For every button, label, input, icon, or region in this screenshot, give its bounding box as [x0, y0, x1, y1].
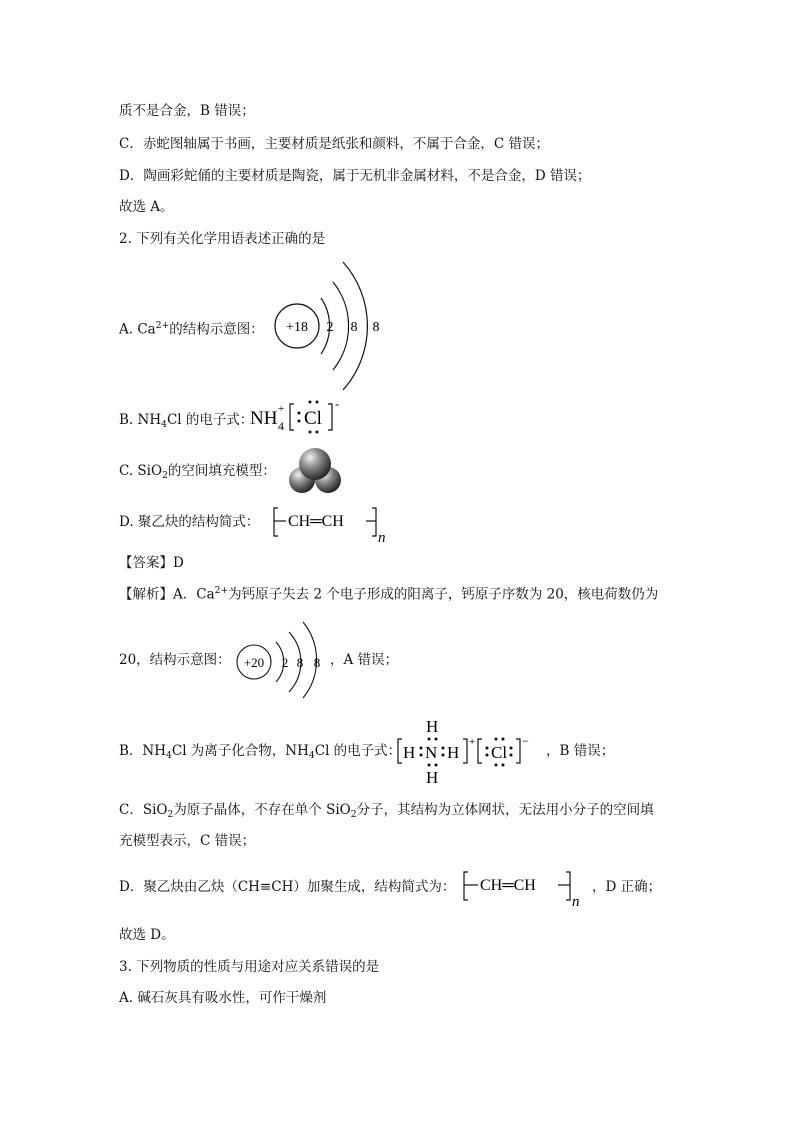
text-line: C．赤蛇图轴属于书画，主要材质是纸张和颜料，不属于合金，C 错误；: [119, 136, 549, 152]
nucleus-charge: +18: [286, 320, 308, 335]
electron-dot: [435, 764, 438, 767]
bracket-right: [463, 739, 467, 763]
nh4cl-correct-electron-formula: [394, 715, 546, 787]
bracket-left: [398, 739, 402, 763]
electron-dot: [486, 754, 489, 757]
explanation-b: B．$NH_4Cl$ 为离子化合物，$NH_4Cl$ 的电子式：: [119, 743, 402, 761]
option-c: C. SiO$_2$的空间填充模型：: [119, 463, 276, 481]
text-line: 故选 D。: [119, 927, 175, 943]
shell-electrons: 8: [350, 320, 358, 335]
electron-dot: [298, 420, 301, 423]
chlorine-symbol: Cl: [491, 743, 508, 762]
repeat-unit: CH═CH: [288, 513, 344, 530]
electron-dot: [309, 431, 312, 434]
option-a: A. $Ca^{2+}$的结构示意图：: [119, 320, 264, 338]
chloride-charge: −: [522, 734, 529, 748]
electron-dot: [502, 764, 505, 767]
ammonium-subscript: 4: [278, 419, 284, 433]
answer-line: 【答案】D: [119, 555, 184, 571]
bracket-left: [274, 508, 278, 536]
ammonium-symbol: NH: [250, 408, 278, 429]
repeat-unit: CH═CH: [480, 877, 536, 894]
explanation-a-line2: 20，结构示意图：: [119, 652, 231, 668]
option-b: B. $NH_4Cl$ 的电子式：: [119, 412, 254, 430]
degree-subscript: n: [378, 530, 386, 546]
electron-dot: [510, 747, 513, 750]
chloride-charge: -: [335, 396, 340, 411]
bracket-right: [516, 739, 520, 763]
bracket-left: [290, 404, 294, 430]
nitrogen-symbol: N: [425, 743, 438, 762]
electron-dot: [316, 401, 319, 404]
nh4cl-wrong-electron-formula: [248, 396, 358, 440]
nucleus-charge: +20: [243, 655, 265, 670]
text-line: D．陶画彩蛇俑的主要材质是陶瓷，属于无机非金属材料，不是合金，D 错误；: [119, 168, 591, 184]
electron-dot: [420, 747, 423, 750]
ammonium-charge: +: [469, 736, 476, 748]
electron-dot: [495, 738, 498, 741]
polymer-formula-correct: [462, 868, 596, 910]
hydrogen-symbol: H: [403, 743, 416, 762]
electron-dot: [428, 764, 431, 767]
ca-correct-structure-diagram: [232, 620, 337, 700]
explanation-b-tail: ，B 错误；: [546, 743, 615, 759]
bracket-left: [464, 872, 468, 900]
electron-dot: [316, 431, 319, 434]
question-3-option-a: A. 碱石灰具有吸水性，可作干燥剂: [119, 990, 327, 1006]
hydrogen-symbol: H: [426, 717, 439, 736]
chlorine-symbol: Cl: [304, 408, 322, 429]
electron-dot: [510, 754, 513, 757]
hydrogen-symbol: H: [447, 743, 460, 762]
shell-electrons: 8: [296, 655, 304, 670]
explanation-a-line1: 【解析】A．$Ca^{2+}$为钙原子失去 2 个电子形成的阳离子，钙原子序数为 20，核电荷数仍为: [119, 585, 659, 603]
shell-electrons: 2: [281, 655, 289, 670]
explanation-c-line1: C．SiO$_2$为原子晶体，不存在单个 SiO$_2$分子，其结构为立体网状，无法用小分子的空间填: [119, 802, 654, 820]
electron-dot: [309, 401, 312, 404]
explanation-c-line2: 充模型表示，C 错误；: [119, 833, 256, 849]
electron-dot: [298, 412, 301, 415]
electron-dot: [502, 738, 505, 741]
hydrogen-symbol: H: [426, 768, 439, 787]
bracket-right: [566, 872, 570, 900]
model-atom: [299, 448, 331, 480]
electron-dot: [428, 738, 431, 741]
shell-electrons: 2: [326, 320, 334, 335]
electron-dot: [486, 747, 489, 750]
electron-shell: [333, 282, 349, 370]
electron-dot: [495, 764, 498, 767]
ammonium-charge: +: [278, 403, 285, 415]
degree-subscript: n: [572, 894, 580, 910]
electron-dot: [442, 747, 445, 750]
shell-electrons: 8: [372, 320, 380, 335]
bracket-right: [372, 508, 376, 536]
electron-dot: [435, 738, 438, 741]
bracket-left: [478, 739, 482, 763]
explanation-a-tail: ，A 错误；: [330, 652, 399, 668]
explanation-d-tail: ，D 正确；: [592, 879, 662, 895]
option-d: D. 聚乙炔的结构简式：: [119, 514, 260, 530]
electron-dot: [442, 754, 445, 757]
ca-structure-diagram: [270, 258, 390, 394]
question-2-stem: 2. 下列有关化学用语表述正确的是: [119, 231, 326, 247]
question-3-stem: 3. 下列物质的性质与用途对应关系错误的是: [119, 959, 380, 975]
text-line: 质不是合金，B 错误；: [119, 103, 255, 119]
text-line: 故选 A。: [119, 199, 174, 215]
polymer-formula: [272, 504, 402, 546]
explanation-d: D．聚乙炔由乙炔（CH≡CH）加聚生成，结构简式为：: [119, 879, 456, 895]
space-filling-model: [284, 444, 348, 496]
shell-electrons: 8: [313, 655, 321, 670]
electron-dot: [420, 754, 423, 757]
bracket-right: [328, 404, 332, 430]
